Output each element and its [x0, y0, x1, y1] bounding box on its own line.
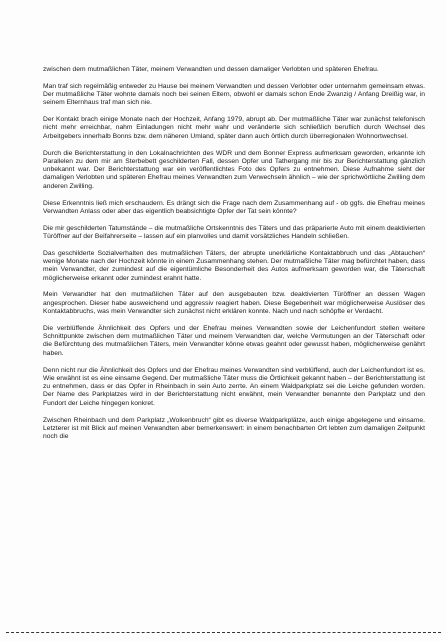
paragraph-5: Diese Erkenntnis ließ mich erschaudern. Es drängt sich die Frage nach dem Zusammenhang auf - ob ggfs. die Ehefrau meines Verwandten Anlass oder aber das eigentlich beabsichtigte Opfer der Tat sein könnte? — [43, 199, 425, 215]
paragraph-1: zwischen dem mutmaßlichen Täter, meinem Verwandten und dessen damaliger Verlobten und späteren Ehefrau. — [43, 66, 379, 73]
paragraph-11: Zwischen Rheinbach und dem Parkplatz „Wolkenbruch“ gibt es diverse Waldparkplätze, auch einige abgelegene und einsame. Letzterer ist mit Blick auf meinen Verwandten aber bemerkenswert: in einem benachbarten Ort lebten zum damaligen Zeitpunkt noch die — [43, 416, 425, 441]
paragraph-8: Mein Verwandter hat den mutmaßlichen Täter auf den ausgebauten bzw. deaktivierten Türöffner an dessen Wagen angesprochen. Dieser habe ausweichend und aggressiv reagiert haben. Diese Begebenheit war möglicherweise Auslöser des Kontaktabbruchs, was mein Verwandter sich zunächst nicht erklären konnte. Nach und nach schöpfte er Verdacht. — [43, 291, 425, 316]
paragraph-2: Man traf sich regelmäßig entweder zu Hause bei meinem Verwandten und dessen Verlobter oder unternahm gemeinsam etwas. Der mutmaßliche Täter wohnte damals noch bei seinen Eltern, obwohl er damals schon Ende Zwanzig / Anfang Dreißig war, in seinem Elternhaus traf man sich nie. — [43, 82, 425, 107]
paragraph-9: Die verblüffende Ähnlichkeit des Opfers und der Ehefrau meines Verwandten sowie der Leichenfundort stellen weitere Schnittpunkte zwischen dem mutmaßlichen Täter und meinem Verwandten dar, welche Vermutungen an der Täterschaft oder die Befürchtung des mutmaßlichen Täters, mein Verwandter könne etwas geahnt oder gewusst haben, möglicherweise genährt haben. — [43, 324, 425, 357]
paragraph-4: Durch die Berichterstattung in den Lokalnachrichten des WDR und dem Bonner Express aufmerksam geworden, erkannte ich Parallelen zu dem mir am Sterbebett geschilderten Fall, dessen Opfer und Tathergang mir bis zur Berichterstattung gänzlich unbekannt war. Der Berichterstattung war ein veröffentlichtes Foto des Opfers zu entnehmen. Diese Aufnahme sieht der damaligen Verlobten und späteren Ehefrau meines Verwandten zum Verwechseln ähnlich – wie der sprichwörtliche Zwilling dem anderen Zwilling. — [43, 149, 425, 190]
page-bottom-divider — [6, 632, 441, 633]
paragraph-7: Das geschilderte Sozialverhalten des mutmaßlichen Täters, der abrupte unerklärliche Kontaktabbruch und das „Abtauchen“ wenige Monate nach der Hochzeit könnte in einem Zusammenhang stehen. Der mutmaßliche Täter mag befürchtet haben, dass mein Verwandter, der zumindest auf die eigentümliche Besonderheit des Autos aufmerksam geworden war, die Täterschaft möglicherweise erkannt oder zumindest erahnt hatte. — [43, 249, 425, 282]
paragraph-10: Denn nicht nur die Ähnlichkeit des Opfers und der Ehefrau meines Verwandten sind verblüffend, auch der Leichenfundort ist es. Wie erwähnt ist es eine einsame Gegend. Der mutmaßliche Täter muss die Örtlichkeit gekannt haben – der Berichterstattung ist zu entnehmen, dass er das Opfer in Rheinbach in sein Auto zerrte. An einem Waldparkplatz sei die Leiche gefunden worden. Der Name des Parkplatzes wird in der Berichterstattung nicht erwähnt, mein Verwandter benannte den Parkplatz und den Fundort der Leiche hingegen konkret. — [43, 366, 425, 407]
paragraph-6: Die mir geschilderten Tatumstände – die mutmaßliche Ortskenntnis des Täters und das präparierte Auto mit einem deaktivierten Türöffner auf der Beifahrerseite – lassen auf ein planvolles und damit vorsätzliches Handeln schließen. — [43, 224, 425, 240]
document-body — [43, 66, 425, 450]
paragraph-3: Der Kontakt brach einige Monate nach der Hochzeit, Anfang 1979, abrupt ab. Der mutmaßliche Täter war zunächst telefonisch nicht mehr erreichbar, nahm Einladungen nicht mehr wahr und veränderte sich schließlich beruflich durch Wechsel des Arbeitgebers innerhalb Bonns bzw. dem näheren Umland, später dann auch örtlich durch überregionalen Wohnortwechsel. — [43, 116, 425, 140]
